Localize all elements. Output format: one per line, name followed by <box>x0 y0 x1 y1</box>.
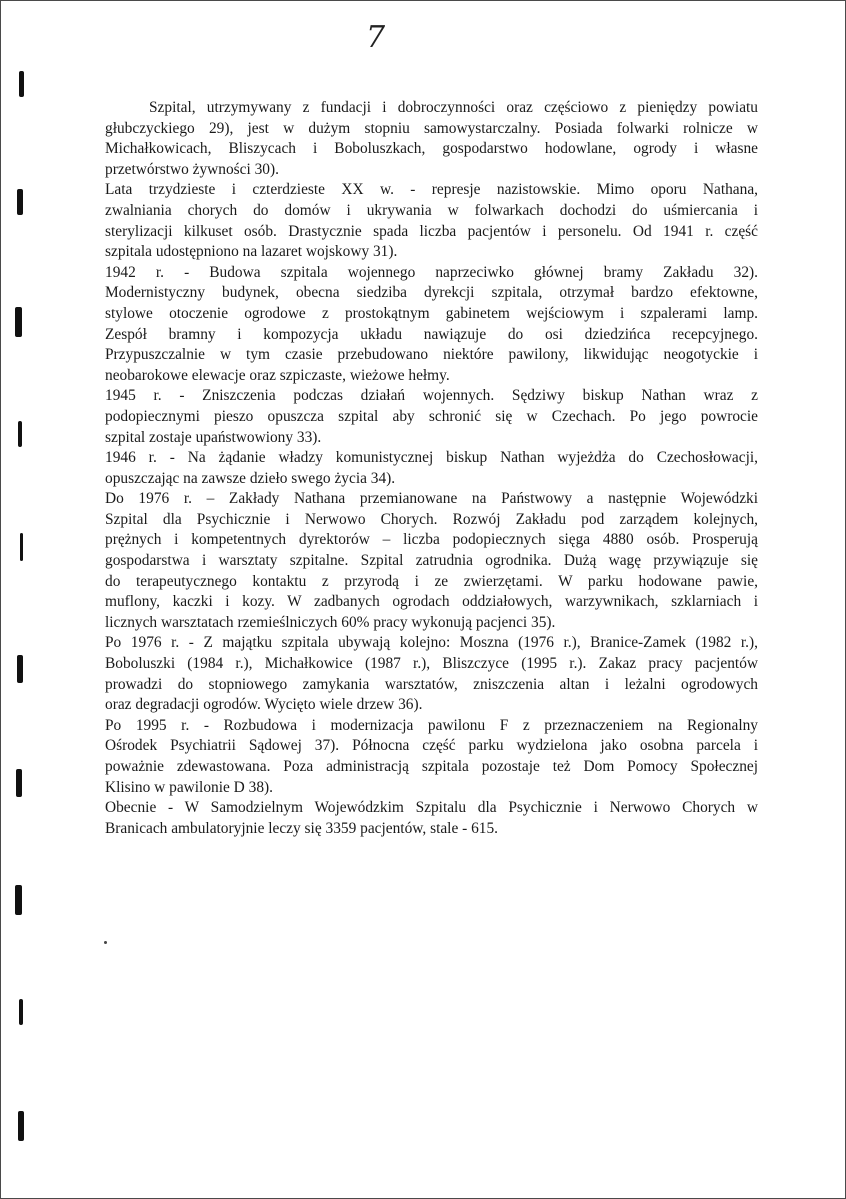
binding-mark <box>15 885 22 915</box>
text-line: Branicach ambulatoryjnie leczy się 3359 pacjentów, stale - 615. <box>105 819 499 837</box>
text-line: stylowe otoczenie ogrodowe z prostokątnym gabinetem wejściowym i szpalerami lamp. <box>105 304 758 322</box>
text-line: przetwórstwo żywności 30). <box>105 160 279 178</box>
text-line: poważnie zdewastowana. Poza administracją szpitala pozostaje też Dom Pomocy Społecznej <box>105 758 758 775</box>
text-line: Po 1976 r. - Z majątku szpitala ubywają kolejno: Moszna (1976 r.), Branice-Zamek (1982 r.), <box>105 634 758 652</box>
text-line: oraz degradacji ogrodów. Wycięto wiele drzew 36). <box>105 696 423 714</box>
binding-mark <box>19 999 23 1025</box>
text-line: Do 1976 r. – Zakłady Nathana przemianowane na Państwowy a następnie Wojewódzki <box>105 490 758 508</box>
text-line: Szpital, utrzymywany z fundacji i dobroczynności oraz częściowo z pieniędzy powiatu <box>149 99 758 116</box>
body-text <box>105 98 758 839</box>
text-line: do terapeutycznego kontaktu z przyrodą i ze zwierzętami. W parku hodowane pawie, <box>105 572 758 590</box>
text-line: 1945 r. - Zniszczenia podczas działań wojennych. Sędziwy biskup Nathan wraz z <box>105 387 758 405</box>
binding-mark <box>19 71 24 97</box>
text-line: Obecnie - W Samodzielnym Wojewódzkim Szpitalu dla Psychicznie i Nerwowo Chorych w <box>105 799 758 817</box>
text-line: Zespół bramny i kompozycja układu nawiązuje do osi dziedzińca recepcyjnego. <box>105 325 758 343</box>
text-line: gospodarstwa i warsztaty szpitalne. Szpital zatrudnia ogrodnika. Dużą wagę przywiązuje się <box>105 552 758 570</box>
text-line: opuszczając na zawsze dzieło swego życia 34). <box>105 469 396 487</box>
scan-speck <box>104 941 107 944</box>
text-line: podopiecznymi pieszo opuszcza szpital aby schronić się w Czechach. Po jego powrocie <box>105 407 758 425</box>
binding-mark <box>17 189 23 215</box>
text-line: Boboluszki (1984 r.), Michałkowice (1987 r.), Bliszczyce (1995 r.). Zakaz pracy pacjentów <box>105 655 758 673</box>
binding-mark <box>18 1111 24 1141</box>
text-line: głubczyckiego 29), jest w dużym stopniu samowystarczalny. Posiada folwarki rolnicze w <box>105 119 758 137</box>
text-line: Po 1995 r. - Rozbudowa i modernizacja pawilonu F z przeznaczeniem na Regionalny <box>105 716 758 734</box>
text-line: Modernistyczny budynek, obecna siedziba dyrekcji szpitala, otrzymał bardzo efektowne, <box>105 284 758 302</box>
binding-mark <box>16 769 22 797</box>
page-number: 7 <box>366 20 386 55</box>
binding-mark <box>15 307 22 337</box>
text-line: neobarokowe elewacje oraz szpiczaste, wieżowe hełmy. <box>105 366 450 384</box>
text-line: Klisino w pawilonie D 38). <box>105 778 273 796</box>
text-line: szpital zostaje upaństwowiony 33). <box>105 428 322 446</box>
text-line: Lata trzydzieste i czterdzieste XX w. - represje nazistowskie. Mimo oporu Nathana, <box>105 181 758 199</box>
text-line: Michałkowicach, Bliszycach i Boboluszkach, gospodarstwo hodowlane, ogrody i własne <box>105 140 758 158</box>
text-line: muflony, kaczki i kozy. W zadbanych ogrodach oddziałowych, warzywnikach, szklarniach i <box>105 593 758 611</box>
text-line: 1946 r. - Na żądanie władzy komunistycznej biskup Nathan wyjeżdża do Czechosłowacji, <box>105 449 758 467</box>
binding-mark <box>18 421 22 447</box>
text-line: 1942 r. - Budowa szpitala wojennego naprzeciwko głównej bramy Zakładu 32). <box>105 263 758 281</box>
text-line: Szpital dla Psychicznie i Nerwowo Chorych. Rozwój Zakładu pod zarządem kolejnych, <box>105 510 758 528</box>
text-line: prężnych i kompetentnych dyrektorów – liczba podopiecznych sięga 4880 osób. Prosperują <box>105 531 758 549</box>
text-line: zwalniania chorych do domów i ukrywania w folwarkach dochodzi do uśmiercania i <box>105 201 758 219</box>
binding-mark <box>17 655 23 683</box>
text-line: sterylizacji kilkuset osób. Drastycznie spada liczba pacjentów i personelu. Od 1941 r. część <box>105 222 758 240</box>
binding-mark <box>20 533 23 561</box>
text-line: licznych warsztatach rzemieślniczych 60% pracy wykonują pacjenci 35). <box>105 613 556 631</box>
text-line: prowadzi do stopniowego zamykania warsztatów, zniszczenia altan i leżalni ogrodowych <box>105 675 758 693</box>
text-line: Ośrodek Psychiatrii Sądowej 37). Północna część parku wydzielona jako osobna parcela i <box>105 737 758 755</box>
text-line: szpitala udostępniono na lazaret wojskowy 31). <box>105 243 398 261</box>
text-line: Przypuszczalnie w tym czasie przebudowano niektóre pawilony, likwidując neogotyckie i <box>105 346 758 364</box>
